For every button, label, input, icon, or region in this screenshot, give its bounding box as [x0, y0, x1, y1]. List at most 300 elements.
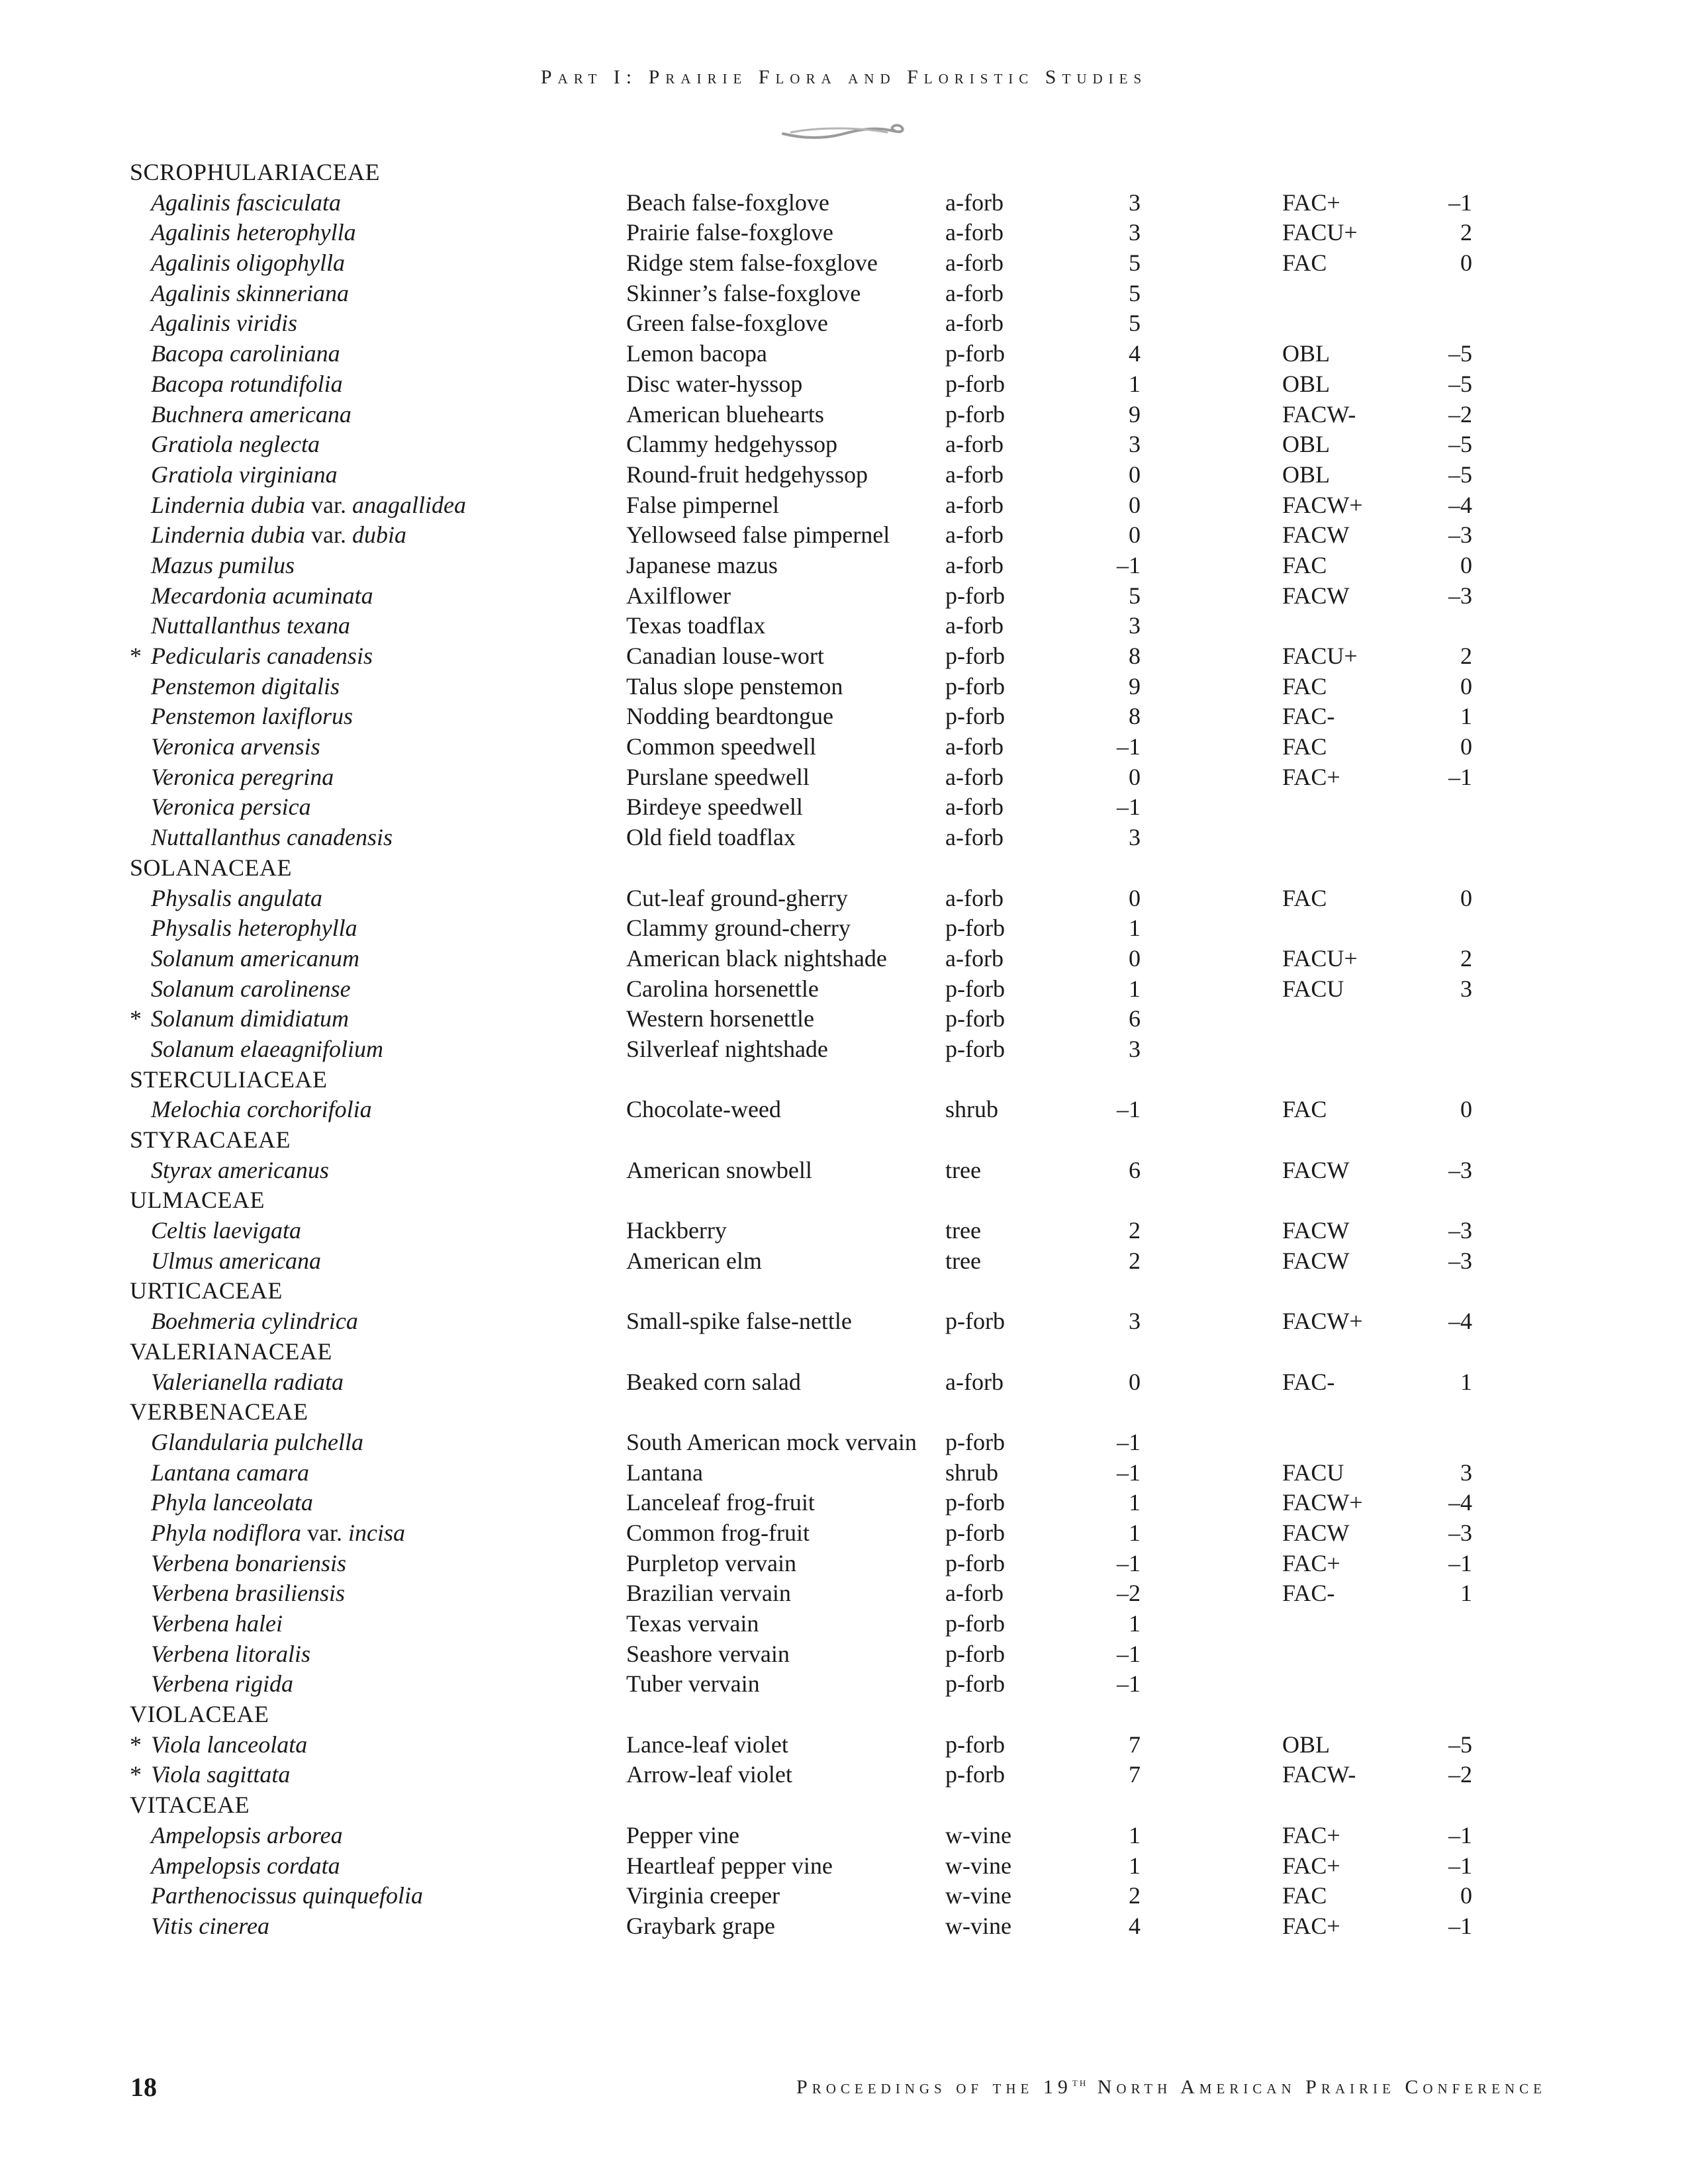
species-row	[0, 1367, 1688, 1398]
coefficient-of-conservatism: –2	[1117, 1580, 1141, 1607]
wetness-index: 2	[1460, 643, 1472, 669]
family-heading-row	[0, 1397, 1688, 1428]
wetness-index: –4	[1448, 1489, 1472, 1516]
growth-form: shrub	[945, 1096, 998, 1123]
coefficient-of-conservatism: 1	[1129, 1519, 1141, 1546]
scientific-name-binomial: Boehmeria cylindrica	[151, 1308, 358, 1335]
scientific-name	[151, 248, 345, 279]
coefficient-of-conservatism: 5	[1129, 310, 1141, 337]
species-row	[0, 369, 1688, 400]
growth-form: a-forb	[945, 733, 1004, 760]
scientific-name-binomial: Veronica peregrina	[151, 763, 334, 790]
common-name: Clammy hedgehyssop	[626, 431, 837, 458]
growth-form: a-forb	[945, 884, 1004, 911]
coefficient-of-conservatism: 3	[1129, 1308, 1141, 1335]
species-row	[0, 1730, 1688, 1760]
wetness-index: –1	[1448, 1852, 1472, 1879]
wetland-indicator-status: FACU+	[1282, 219, 1358, 246]
coefficient-of-conservatism: 0	[1129, 1368, 1141, 1395]
scientific-name-binomial: Melochia corchorifolia	[151, 1096, 372, 1123]
scientific-name-binomial: Viola lanceolata	[151, 1731, 308, 1758]
species-row	[0, 1911, 1688, 1942]
common-name: Texas vervain	[626, 1610, 759, 1637]
wetland-indicator-status: FACW	[1282, 1156, 1350, 1183]
coefficient-of-conservatism: 8	[1129, 703, 1141, 730]
growth-form: p-forb	[945, 1761, 1005, 1788]
coefficient-of-conservatism: 6	[1129, 1005, 1141, 1032]
scientific-name-binomial: Lantana camara	[151, 1459, 310, 1486]
wetland-indicator-status: FACW+	[1282, 1308, 1363, 1335]
wetland-indicator-status: FACW-	[1282, 1761, 1356, 1788]
growth-form: p-forb	[945, 1035, 1005, 1062]
wetness-index: –1	[1448, 763, 1472, 790]
coefficient-of-conservatism: 5	[1129, 279, 1141, 306]
species-row	[0, 792, 1688, 823]
growth-form: p-forb	[945, 1308, 1005, 1335]
scientific-name-binomial: Pedicularis canadensis	[151, 643, 373, 669]
wetness-index: –5	[1448, 431, 1472, 458]
scientific-name-binomial: Physalis angulata	[151, 884, 322, 911]
wetland-indicator-status: FAC+	[1282, 763, 1340, 790]
common-name: Purslane speedwell	[626, 763, 810, 790]
wetland-indicator-status: FAC	[1282, 733, 1327, 760]
species-row	[0, 1004, 1688, 1034]
wetland-indicator-status: FAC	[1282, 672, 1327, 700]
scientific-name-binomial: Penstemon laxiflorus	[151, 703, 353, 730]
growth-form: w-vine	[945, 1882, 1011, 1909]
wetness-index: –3	[1448, 1519, 1472, 1546]
wetness-index: 0	[1460, 733, 1472, 760]
scientific-name-binomial: Solanum carolinense	[151, 975, 351, 1002]
scientific-name	[151, 1730, 307, 1760]
species-row	[0, 490, 1688, 521]
growth-form: p-forb	[945, 1428, 1005, 1455]
species-row	[0, 1156, 1688, 1186]
wetland-indicator-status: FACU+	[1282, 643, 1358, 669]
species-row	[0, 308, 1688, 339]
footer-title-suffix: North American Prairie Conference	[1088, 2076, 1546, 2098]
growth-form: a-forb	[945, 250, 1004, 277]
growth-form: a-forb	[945, 612, 1004, 639]
species-row	[0, 823, 1688, 853]
growth-form: a-forb	[945, 431, 1004, 458]
scientific-name	[151, 974, 351, 1005]
wetness-index: –2	[1448, 1761, 1472, 1788]
scientific-name	[151, 279, 349, 309]
page-number: 18	[130, 2072, 157, 2102]
species-row	[0, 188, 1688, 218]
wetness-index: 0	[1460, 1096, 1472, 1123]
wetness-index: –5	[1448, 461, 1472, 488]
coefficient-of-conservatism: –1	[1117, 1549, 1141, 1576]
growth-form: a-forb	[945, 944, 1004, 972]
wetness-index: –1	[1448, 1549, 1472, 1576]
wetland-indicator-status: FACW	[1282, 582, 1350, 609]
scientific-name	[151, 1004, 349, 1034]
family-heading-row	[0, 1276, 1688, 1306]
asterisk-marker: *	[130, 643, 142, 669]
coefficient-of-conservatism: 1	[1129, 915, 1141, 942]
growth-form: p-forb	[945, 672, 1005, 700]
coefficient-of-conservatism: –1	[1117, 551, 1141, 578]
scientific-name	[151, 611, 350, 641]
wetland-indicator-status: FACW-	[1282, 400, 1356, 428]
family-name: VERBENACEAE	[130, 1398, 308, 1426]
scientific-name-binomial: Phyla nodiflora	[151, 1519, 301, 1546]
scientific-name	[151, 792, 311, 823]
scientific-name-binomial: Glandularia pulchella	[151, 1428, 363, 1455]
wetness-index: –5	[1448, 370, 1472, 397]
scientific-name	[151, 520, 406, 551]
variety-label: var.	[301, 1519, 348, 1546]
wetness-index: –5	[1448, 1731, 1472, 1758]
infraspecific-epithet: dubia	[352, 522, 407, 549]
scientific-name-binomial: Bacopa rotundifolia	[151, 370, 343, 397]
scientific-name	[151, 702, 353, 732]
common-name: Yellowseed false pimpernel	[626, 522, 890, 549]
coefficient-of-conservatism: 3	[1129, 612, 1141, 639]
coefficient-of-conservatism: 7	[1129, 1731, 1141, 1758]
scientific-name	[151, 1156, 329, 1186]
family-name: STERCULIACEAE	[130, 1066, 328, 1093]
common-name: Chocolate-weed	[626, 1096, 781, 1123]
common-name: Talus slope penstemon	[626, 672, 843, 700]
coefficient-of-conservatism: –1	[1117, 1096, 1141, 1123]
species-row	[0, 1549, 1688, 1579]
scientific-name-binomial: Solanum dimidiatum	[151, 1005, 350, 1032]
variety-label: var.	[305, 491, 352, 518]
scientific-name	[151, 1821, 343, 1851]
coefficient-of-conservatism: 9	[1129, 672, 1141, 700]
growth-form: tree	[945, 1247, 981, 1274]
growth-form: p-forb	[945, 1640, 1005, 1667]
growth-form: w-vine	[945, 1852, 1011, 1879]
growth-form: a-forb	[945, 1580, 1004, 1607]
family-heading-row	[0, 1185, 1688, 1216]
growth-form: p-forb	[945, 340, 1005, 367]
wetness-index: 0	[1460, 672, 1472, 700]
scientific-name	[151, 1639, 310, 1670]
growth-form: a-forb	[945, 279, 1004, 306]
scientific-name	[151, 1458, 309, 1488]
common-name: Old field toadflax	[626, 824, 796, 851]
wetness-index: –1	[1448, 189, 1472, 216]
coefficient-of-conservatism: 3	[1129, 189, 1141, 216]
coefficient-of-conservatism: 1	[1129, 1821, 1141, 1848]
scientific-name-binomial: Bacopa caroliniana	[151, 340, 340, 367]
common-name: Lemon bacopa	[626, 340, 767, 367]
asterisk-marker: *	[130, 1731, 142, 1758]
wetness-index: 1	[1460, 1580, 1472, 1607]
wetland-indicator-status: FACW	[1282, 1519, 1350, 1546]
scientific-name	[151, 1246, 321, 1277]
scientific-name-binomial: Buchnera americana	[151, 400, 352, 428]
family-name: VIOLACEAE	[130, 1701, 269, 1728]
scientific-name-binomial: Solanum elaeagnifolium	[151, 1035, 383, 1062]
infraspecific-epithet: anagallidea	[352, 491, 466, 518]
scientific-name	[151, 1488, 313, 1518]
common-name: American black nightshade	[626, 944, 887, 972]
scientific-name	[151, 400, 352, 430]
scientific-name-binomial: Ulmus americana	[151, 1247, 321, 1274]
scientific-name-binomial: Agalinis oligophylla	[151, 250, 345, 277]
footer-title-sup: th	[1072, 2075, 1088, 2089]
scientific-name	[151, 460, 338, 490]
wetland-indicator-status: FACW	[1282, 522, 1350, 549]
species-row	[0, 611, 1688, 641]
scientific-name	[151, 1669, 293, 1700]
growth-form: a-forb	[945, 310, 1004, 337]
species-row	[0, 884, 1688, 914]
growth-form: w-vine	[945, 1821, 1011, 1848]
family-heading-row	[0, 1125, 1688, 1156]
wetland-indicator-status: FAC	[1282, 1882, 1327, 1909]
species-row	[0, 248, 1688, 279]
coefficient-of-conservatism: 1	[1129, 1852, 1141, 1879]
scientific-name	[151, 218, 356, 248]
scientific-name-binomial: Styrax americanus	[151, 1156, 329, 1183]
common-name: Arrow-leaf violet	[626, 1761, 792, 1788]
growth-form: p-forb	[945, 1519, 1005, 1546]
species-row	[0, 1821, 1688, 1851]
common-name: Ridge stem false-foxglove	[626, 250, 878, 277]
wetland-indicator-status: FAC+	[1282, 1912, 1340, 1939]
scientific-name-binomial: Ampelopsis cordata	[151, 1852, 340, 1879]
scientific-name	[151, 430, 320, 460]
common-name: Prairie false-foxglove	[626, 219, 833, 246]
family-name: SOLANACEAE	[130, 854, 292, 881]
coefficient-of-conservatism: 5	[1129, 582, 1141, 609]
wetness-index: –2	[1448, 400, 1472, 428]
species-row	[0, 581, 1688, 612]
wetland-indicator-status: FACU	[1282, 975, 1344, 1002]
species-row	[0, 974, 1688, 1005]
coefficient-of-conservatism: 0	[1129, 944, 1141, 972]
coefficient-of-conservatism: 0	[1129, 763, 1141, 790]
wetness-index: –4	[1448, 1308, 1472, 1335]
scientific-name-binomial: Ampelopsis arborea	[151, 1821, 343, 1848]
growth-form: a-forb	[945, 219, 1004, 246]
scientific-name-binomial: Veronica arvensis	[151, 733, 320, 760]
wetness-index: –3	[1448, 582, 1472, 609]
species-row	[0, 1518, 1688, 1549]
wetness-index: 0	[1460, 884, 1472, 911]
scientific-name	[151, 1549, 346, 1579]
wetness-index: 0	[1460, 250, 1472, 277]
scientific-name-binomial: Agalinis fasciculata	[151, 189, 341, 216]
species-row	[0, 1609, 1688, 1639]
common-name: Japanese mazus	[626, 551, 778, 578]
coefficient-of-conservatism: 8	[1129, 643, 1141, 669]
scientific-name	[151, 1911, 269, 1942]
growth-form: a-forb	[945, 189, 1004, 216]
wetness-index: –3	[1448, 1247, 1472, 1274]
growth-form: p-forb	[945, 400, 1005, 428]
wetness-index: –5	[1448, 340, 1472, 367]
scientific-name	[151, 490, 466, 521]
family-name: URTICACEAE	[130, 1277, 283, 1304]
infraspecific-epithet: incisa	[348, 1519, 405, 1546]
coefficient-of-conservatism: 3	[1129, 824, 1141, 851]
common-name: Beaked corn salad	[626, 1368, 801, 1395]
common-name: Common frog-fruit	[626, 1519, 810, 1546]
species-row	[0, 1578, 1688, 1609]
growth-form: a-forb	[945, 522, 1004, 549]
scientific-name-binomial: Agalinis skinneriana	[151, 279, 349, 306]
family-heading-row	[0, 158, 1688, 188]
species-table	[0, 158, 1688, 1942]
family-heading-row	[0, 1065, 1688, 1095]
common-name: Common speedwell	[626, 733, 816, 760]
common-name: Nodding beardtongue	[626, 703, 833, 730]
coefficient-of-conservatism: 6	[1129, 1156, 1141, 1183]
scientific-name-binomial: Mazus pumilus	[151, 551, 295, 578]
scientific-name	[151, 672, 340, 702]
coefficient-of-conservatism: 4	[1129, 1912, 1141, 1939]
family-heading-row	[0, 853, 1688, 884]
scientific-name	[151, 339, 340, 369]
scientific-name	[151, 1034, 383, 1065]
coefficient-of-conservatism: –1	[1117, 1670, 1141, 1698]
species-row	[0, 702, 1688, 732]
coefficient-of-conservatism: –1	[1117, 1640, 1141, 1667]
growth-form: tree	[945, 1217, 981, 1244]
wetland-indicator-status: FACU	[1282, 1459, 1344, 1486]
coefficient-of-conservatism: 3	[1129, 219, 1141, 246]
common-name: Disc water-hyssop	[626, 370, 803, 397]
common-name: Small-spike false-nettle	[626, 1308, 852, 1335]
species-row	[0, 339, 1688, 369]
wetness-index: –3	[1448, 1156, 1472, 1183]
scientific-name	[151, 551, 295, 581]
species-row	[0, 218, 1688, 248]
species-row	[0, 762, 1688, 793]
running-header: Part I: Prairie Flora and Floristic Studies	[540, 66, 1148, 88]
scientific-name	[151, 884, 322, 914]
species-row	[0, 944, 1688, 974]
wetland-indicator-status: FACW+	[1282, 1489, 1363, 1516]
growth-form: a-forb	[945, 763, 1004, 790]
common-name: Purpletop vervain	[626, 1549, 796, 1576]
scientific-name	[151, 1851, 340, 1882]
common-name: Lance-leaf violet	[626, 1731, 788, 1758]
species-row	[0, 1216, 1688, 1246]
species-row	[0, 1851, 1688, 1882]
growth-form: p-forb	[945, 975, 1005, 1002]
family-name: ULMACEAE	[130, 1187, 265, 1214]
growth-form: a-forb	[945, 824, 1004, 851]
species-row	[0, 732, 1688, 762]
scientific-name-binomial: Verbena litoralis	[151, 1640, 310, 1667]
wetness-index: –3	[1448, 522, 1472, 549]
coefficient-of-conservatism: –1	[1117, 794, 1141, 821]
common-name: Seashore vervain	[626, 1640, 790, 1667]
species-row	[0, 520, 1688, 551]
species-row	[0, 1306, 1688, 1337]
species-row	[0, 1488, 1688, 1518]
scientific-name	[151, 188, 341, 218]
coefficient-of-conservatism: 2	[1129, 1882, 1141, 1909]
wetland-indicator-status: FAC	[1282, 551, 1327, 578]
wetland-indicator-status: OBL	[1282, 370, 1330, 397]
scientific-name-binomial: Veronica persica	[151, 794, 311, 821]
common-name: Lanceleaf frog-fruit	[626, 1489, 815, 1516]
common-name: American elm	[626, 1247, 762, 1274]
wetness-index: 3	[1460, 975, 1472, 1002]
scientific-name-binomial: Agalinis viridis	[151, 310, 298, 337]
species-row	[0, 1458, 1688, 1488]
common-name: Heartleaf pepper vine	[626, 1852, 833, 1879]
common-name: Beach false-foxglove	[626, 189, 829, 216]
scientific-name-binomial: Lindernia dubia	[151, 491, 306, 518]
wetland-indicator-status: FAC-	[1282, 1580, 1335, 1607]
common-name: Canadian louse-wort	[626, 643, 824, 669]
variety-label: var.	[305, 522, 352, 549]
scientific-name	[151, 1518, 405, 1549]
wetland-indicator-status: FACW	[1282, 1217, 1350, 1244]
wetness-index: 0	[1460, 551, 1472, 578]
scientific-name-binomial: Agalinis heterophylla	[151, 219, 356, 246]
scientific-name	[151, 1609, 283, 1639]
scientific-name	[151, 823, 393, 853]
common-name: Silverleaf nightshade	[626, 1035, 828, 1062]
family-heading-row	[0, 1790, 1688, 1821]
common-name: Birdeye speedwell	[626, 794, 803, 821]
species-row	[0, 641, 1688, 672]
coefficient-of-conservatism: 7	[1129, 1761, 1141, 1788]
species-row	[0, 400, 1688, 430]
species-row	[0, 279, 1688, 309]
common-name: Tuber vervain	[626, 1670, 760, 1698]
coefficient-of-conservatism: 1	[1129, 1610, 1141, 1637]
scientific-name	[151, 1095, 372, 1125]
wetness-index: 3	[1460, 1459, 1472, 1486]
family-name: VALERIANACEAE	[130, 1338, 332, 1365]
scientific-name	[151, 913, 357, 944]
growth-form: p-forb	[945, 1670, 1005, 1698]
wetness-index: –1	[1448, 1912, 1472, 1939]
wetland-indicator-status: FAC-	[1282, 1368, 1335, 1395]
common-name: Brazilian vervain	[626, 1580, 791, 1607]
coefficient-of-conservatism: 0	[1129, 491, 1141, 518]
scientific-name-binomial: Lindernia dubia	[151, 522, 306, 549]
common-name: Clammy ground-cherry	[626, 915, 851, 942]
scientific-name	[151, 308, 297, 339]
coefficient-of-conservatism: 0	[1129, 522, 1141, 549]
wetness-index: –4	[1448, 491, 1472, 518]
scientific-name-binomial: Viola sagittata	[151, 1761, 291, 1788]
wetland-indicator-status: FAC+	[1282, 1549, 1340, 1576]
common-name: Carolina horsenettle	[626, 975, 819, 1002]
wetland-indicator-status: FAC+	[1282, 189, 1340, 216]
scientific-name	[151, 1881, 423, 1911]
common-name: Round-fruit hedgehyssop	[626, 461, 868, 488]
common-name: American bluehearts	[626, 400, 824, 428]
wetness-index: –1	[1448, 1821, 1472, 1848]
common-name: Pepper vine	[626, 1821, 739, 1848]
family-name: VITACEAE	[130, 1792, 250, 1819]
species-row	[0, 1428, 1688, 1458]
scientific-name-binomial: Gratiola virginiana	[151, 461, 338, 488]
wetland-indicator-status: FACW	[1282, 1247, 1350, 1274]
growth-form: a-forb	[945, 551, 1004, 578]
common-name: Lantana	[626, 1459, 703, 1486]
scientific-name-binomial: Nuttallanthus texana	[151, 612, 350, 639]
family-name: STYRACAEAE	[130, 1126, 291, 1153]
coefficient-of-conservatism: 3	[1129, 1035, 1141, 1062]
ornament-flourish-icon	[778, 119, 910, 146]
common-name: Texas toadflax	[626, 612, 766, 639]
